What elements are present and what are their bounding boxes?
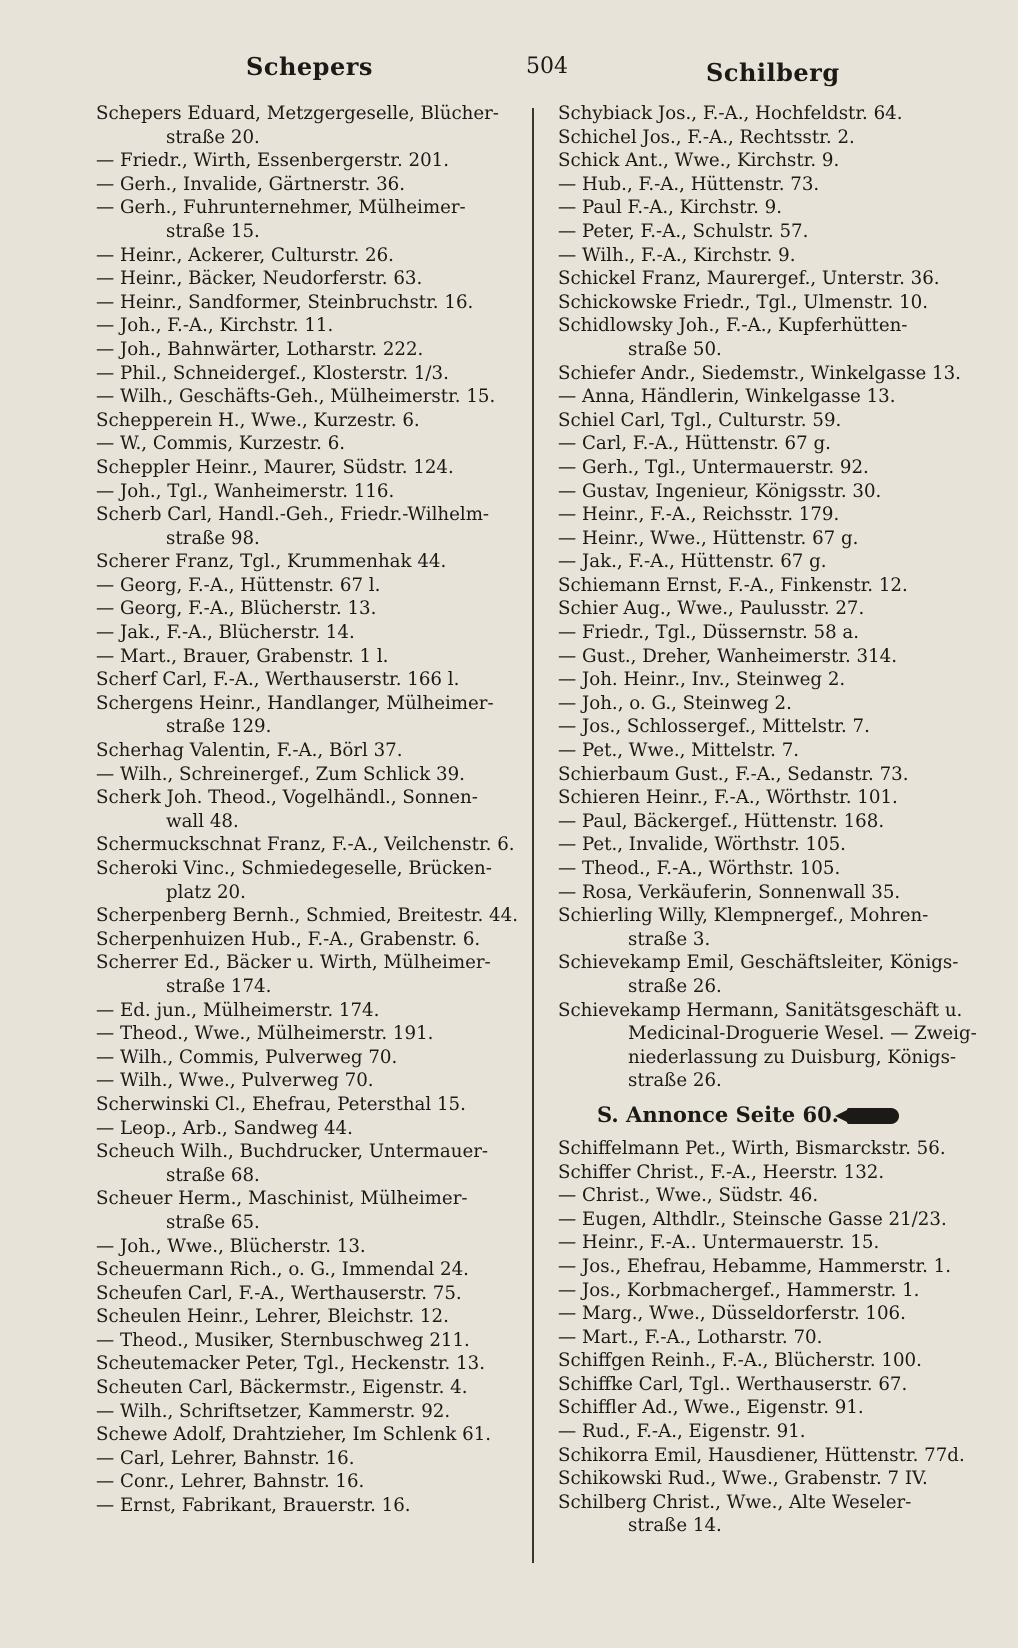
- directory-entry: — Georg, F.-A., Hüttenstr. 67 l.: [96, 574, 381, 596]
- left-column: [96, 102, 518, 1518]
- directory-entry: Schiel Carl, Tgl., Culturstr. 59.: [558, 409, 842, 431]
- right-column-top: [558, 102, 978, 1093]
- directory-entry: Schickel Franz, Maurergef., Unterstr. 36.: [558, 268, 940, 290]
- directory-entry: — Gustav, Ingenieur, Königsstr. 30.: [558, 480, 882, 502]
- directory-entry: — Pet., Wwe., Mittelstr. 7.: [558, 740, 800, 762]
- directory-entry: — W., Commis, Kurzestr. 6.: [96, 433, 346, 455]
- directory-entry: Schewe Adolf, Drahtzieher, Im Schlenk 61.: [96, 1424, 492, 1446]
- directory-entry: Scherpenberg Bernh., Schmied, Breitestr. 44.: [96, 905, 518, 927]
- directory-entry: — Wilh., Schriftsetzer, Kammerstr. 92.: [96, 1400, 451, 1422]
- directory-entry: Schichel Jos., F.-A., Rechtsstr. 2.: [558, 126, 855, 148]
- directory-entry: Scheppler Heinr., Maurer, Südstr. 124.: [96, 456, 454, 478]
- directory-entry: — Paul F.-A., Kirchstr. 9.: [558, 197, 782, 219]
- directory-entry: — Joh. Heinr., Inv., Steinweg 2.: [558, 669, 846, 691]
- directory-entry: Schick Ant., Wwe., Kirchstr. 9.: [558, 150, 840, 172]
- directory-entry: straße 68.: [166, 1164, 260, 1186]
- directory-entry: Scheutemacker Peter, Tgl., Heckenstr. 13.: [96, 1353, 486, 1375]
- page-header: [96, 48, 958, 88]
- directory-entry: — Gust., Dreher, Wanheimerstr. 314.: [558, 645, 898, 667]
- directory-entry: — Christ., Wwe., Südstr. 46.: [558, 1185, 819, 1207]
- directory-entry: Schierling Willy, Klempnergef., Mohren-: [558, 905, 929, 927]
- header-left-keyword: Schepers: [246, 52, 373, 81]
- directory-entry: — Wilh., Geschäfts-Geh., Mülheimerstr. 15.: [96, 386, 496, 408]
- directory-entry: Schiffke Carl, Tgl.. Werthauserstr. 67.: [558, 1373, 908, 1395]
- directory-entry: — Wilh., Wwe., Pulverweg 70.: [96, 1070, 374, 1092]
- directory-entry: wall 48.: [166, 810, 239, 832]
- directory-entry: — Wilh., Commis, Pulverweg 70.: [96, 1046, 398, 1068]
- directory-entry: Schikowski Rud., Wwe., Grabenstr. 7 IV.: [558, 1468, 928, 1490]
- directory-entry: Schikorra Emil, Hausdiener, Hüttenstr. 77d.: [558, 1444, 965, 1466]
- directory-entry: Scherrer Ed., Bäcker u. Wirth, Mülheimer-: [96, 952, 491, 974]
- directory-entry: — Heinr., F.-A.. Untermauerstr. 15.: [558, 1232, 880, 1254]
- annonce-notice: [558, 1093, 978, 1137]
- directory-entry: — Jos., Korbmachergef., Hammerstr. 1.: [558, 1279, 920, 1301]
- directory-entry: straße 174.: [166, 975, 272, 997]
- directory-entry: Scheuermann Rich., o. G., Immendal 24.: [96, 1259, 469, 1281]
- directory-entry: — Phil., Schneidergef., Klosterstr. 1/3.: [96, 362, 449, 384]
- directory-entry: Schidlowsky Joh., F.-A., Kupferhütten-: [558, 315, 908, 337]
- directory-entry: Scheuten Carl, Bäckermstr., Eigenstr. 4.: [96, 1377, 468, 1399]
- directory-entry: Schieren Heinr., F.-A., Wörthstr. 101.: [558, 787, 898, 809]
- directory-entry: Scherk Joh. Theod., Vogelhändl., Sonnen-: [96, 787, 478, 809]
- directory-entry: — Joh., Wwe., Blücherstr. 13.: [96, 1235, 366, 1257]
- directory-entry: Schybiack Jos., F.-A., Hochfeldstr. 64.: [558, 103, 903, 124]
- directory-entry: straße 98.: [166, 527, 260, 549]
- annonce-text: S. Annonce Seite 60.: [596, 1101, 839, 1127]
- directory-entry: — Joh., o. G., Steinweg 2.: [558, 692, 792, 714]
- directory-entry: — Gerh., Invalide, Gärtnerstr. 36.: [96, 173, 405, 195]
- directory-entry: Schepperein H., Wwe., Kurzestr. 6.: [96, 409, 420, 431]
- directory-entry: Scheuch Wilh., Buchdrucker, Untermauer-: [96, 1141, 489, 1163]
- directory-entry: Schiffler Ad., Wwe., Eigenstr. 91.: [558, 1397, 864, 1419]
- directory-entry: straße 14.: [628, 1515, 722, 1537]
- directory-entry: — Heinr., Wwe., Hüttenstr. 67 g.: [558, 527, 859, 549]
- directory-entry: — Pet., Invalide, Wörthstr. 105.: [558, 834, 846, 856]
- directory-entry: straße 129.: [166, 716, 272, 738]
- directory-entry: — Mart., Brauer, Grabenstr. 1 l.: [96, 645, 389, 667]
- directory-entry: — Hub., F.-A., Hüttenstr. 73.: [558, 173, 820, 195]
- directory-entry: straße 26.: [628, 1070, 722, 1092]
- directory-entry: — Theod., Musiker, Sternbuschweg 211.: [96, 1329, 470, 1351]
- right-column: [558, 102, 978, 1538]
- directory-entry: Schickowske Friedr., Tgl., Ulmenstr. 10.: [558, 291, 928, 313]
- directory-entry: — Joh., Tgl., Wanheimerstr. 116.: [96, 480, 395, 502]
- directory-entry: Schermuckschnat Franz, F.-A., Veilchenstr. 6.: [96, 834, 515, 856]
- directory-entry: straße 15.: [166, 220, 260, 242]
- directory-entry: Schiffelmann Pet., Wirth, Bismarckstr. 56.: [558, 1137, 946, 1159]
- directory-entry: Schiffer Christ., F.-A., Heerstr. 132.: [558, 1161, 885, 1183]
- directory-entry: Scheulen Heinr., Lehrer, Bleichstr. 12.: [96, 1306, 449, 1328]
- directory-entry: — Heinr., Bäcker, Neudorferstr. 63.: [96, 268, 423, 290]
- directory-entry: Schievekamp Emil, Geschäftsleiter, Königs-: [558, 952, 959, 974]
- directory-entry: Schiefer Andr., Siedemstr., Winkelgasse 13.: [558, 362, 961, 384]
- directory-entry: straße 65.: [166, 1211, 260, 1233]
- directory-entry: — Gerh., Fuhrunternehmer, Mülheimer-: [96, 197, 466, 219]
- directory-entry: straße 26.: [628, 975, 722, 997]
- directory-entry: — Paul, Bäckergef., Hüttenstr. 168.: [558, 810, 885, 832]
- directory-entry: — Heinr., Sandformer, Steinbruchstr. 16.: [96, 291, 474, 313]
- pointing-hand-icon: [847, 1108, 899, 1124]
- directory-entry: Scherf Carl, F.-A., Werthauserstr. 166 l.: [96, 669, 460, 691]
- directory-entry: — Carl, Lehrer, Bahnstr. 16.: [96, 1447, 355, 1469]
- directory-entry: Scherb Carl, Handl.-Geh., Friedr.-Wilhelm-: [96, 504, 490, 526]
- directory-entry: Scherhag Valentin, F.-A., Börl 37.: [96, 740, 403, 762]
- directory-entry: — Joh., Bahnwärter, Lotharstr. 222.: [96, 338, 424, 360]
- directory-entry: straße 20.: [166, 126, 260, 148]
- directory-entry: — Friedr., Tgl., Düssernstr. 58 a.: [558, 622, 860, 644]
- directory-entry: Schergens Heinr., Handlanger, Mülheimer-: [96, 692, 494, 714]
- directory-entry: Schepers Eduard, Metzgergeselle, Blücher-: [96, 103, 499, 124]
- directory-entry: — Heinr., Ackerer, Culturstr. 26.: [96, 244, 394, 266]
- directory-entry: — Jos., Ehefrau, Hebamme, Hammerstr. 1.: [558, 1255, 952, 1277]
- directory-entry: Scherer Franz, Tgl., Krummenhak 44.: [96, 551, 447, 573]
- directory-entry: platz 20.: [166, 881, 246, 903]
- directory-entry: Schierbaum Gust., F.-A., Sedanstr. 73.: [558, 763, 909, 785]
- directory-entry: — Rud., F.-A., Eigenstr. 91.: [558, 1421, 806, 1443]
- directory-entry: Medicinal-Droguerie Wesel. — Zweig-: [628, 1023, 977, 1045]
- directory-entry: Schiemann Ernst, F.-A., Finkenstr. 12.: [558, 574, 908, 596]
- directory-entry: Schievekamp Hermann, Sanitätsgeschäft u.: [558, 999, 963, 1021]
- directory-entry: straße 3.: [628, 928, 711, 950]
- directory-entry: — Ernst, Fabrikant, Brauerstr. 16.: [96, 1495, 411, 1517]
- column-divider: [532, 108, 534, 1563]
- directory-entry: Schier Aug., Wwe., Paulusstr. 27.: [558, 598, 865, 620]
- directory-entry: — Anna, Händlerin, Winkelgasse 13.: [558, 386, 896, 408]
- directory-entry: — Theod., F.-A., Wörthstr. 105.: [558, 858, 841, 879]
- right-column-bottom: [558, 1137, 978, 1538]
- header-right-keyword: Schilberg: [706, 58, 840, 87]
- directory-entry: Schilberg Christ., Wwe., Alte Weseler-: [558, 1491, 912, 1513]
- directory-entry: — Wilh., F.-A., Kirchstr. 9.: [558, 244, 796, 266]
- directory-entry: — Jak., F.-A., Blücherstr. 14.: [96, 622, 355, 644]
- directory-entry: niederlassung zu Duisburg, Königs-: [628, 1046, 957, 1068]
- directory-entry: — Conr., Lehrer, Bahnstr. 16.: [96, 1471, 365, 1493]
- directory-entry: — Theod., Wwe., Mülheimerstr. 191.: [96, 1023, 434, 1045]
- directory-entry: — Eugen, Althdlr., Steinsche Gasse 21/23.: [558, 1208, 947, 1230]
- directory-entry: — Jak., F.-A., Hüttenstr. 67 g.: [558, 551, 827, 573]
- page-number: 504: [526, 54, 568, 79]
- directory-entry: straße 50.: [628, 338, 722, 360]
- directory-entry: — Heinr., F.-A., Reichsstr. 179.: [558, 504, 840, 526]
- directory-entry: — Joh., F.-A., Kirchstr. 11.: [96, 315, 334, 337]
- directory-entry: — Peter, F.-A., Schulstr. 57.: [558, 220, 809, 242]
- directory-entry: — Georg, F.-A., Blücherstr. 13.: [96, 598, 377, 620]
- directory-entry: — Mart., F.-A., Lotharstr. 70.: [558, 1326, 823, 1348]
- directory-entry: — Carl, F.-A., Hüttenstr. 67 g.: [558, 433, 831, 455]
- directory-entry: — Gerh., Tgl., Untermauerstr. 92.: [558, 456, 869, 478]
- directory-entry: — Rosa, Verkäuferin, Sonnenwall 35.: [558, 881, 901, 903]
- directory-entry: Schiffgen Reinh., F.-A., Blücherstr. 100.: [558, 1350, 922, 1372]
- directory-entry: — Jos., Schlossergef., Mittelstr. 7.: [558, 716, 870, 738]
- directory-entry: — Friedr., Wirth, Essenbergerstr. 201.: [96, 150, 450, 172]
- directory-entry: Scherwinski Cl., Ehefrau, Petersthal 15.: [96, 1093, 466, 1115]
- directory-entry: — Marg., Wwe., Düsseldorferstr. 106.: [558, 1303, 906, 1325]
- directory-entry: Scheuer Herm., Maschinist, Mülheimer-: [96, 1188, 468, 1210]
- directory-entry: — Leop., Arb., Sandweg 44.: [96, 1117, 353, 1139]
- directory-entry: Scheufen Carl, F.-A., Werthauserstr. 75.: [96, 1282, 462, 1304]
- directory-entry: — Wilh., Schreinergef., Zum Schlick 39.: [96, 763, 465, 785]
- directory-entry: Scheroki Vinc., Schmiedegeselle, Brücken-: [96, 858, 492, 879]
- directory-entry: Scherpenhuizen Hub., F.-A., Grabenstr. 6.: [96, 928, 481, 950]
- directory-entry: — Ed. jun., Mülheimerstr. 174.: [96, 999, 380, 1021]
